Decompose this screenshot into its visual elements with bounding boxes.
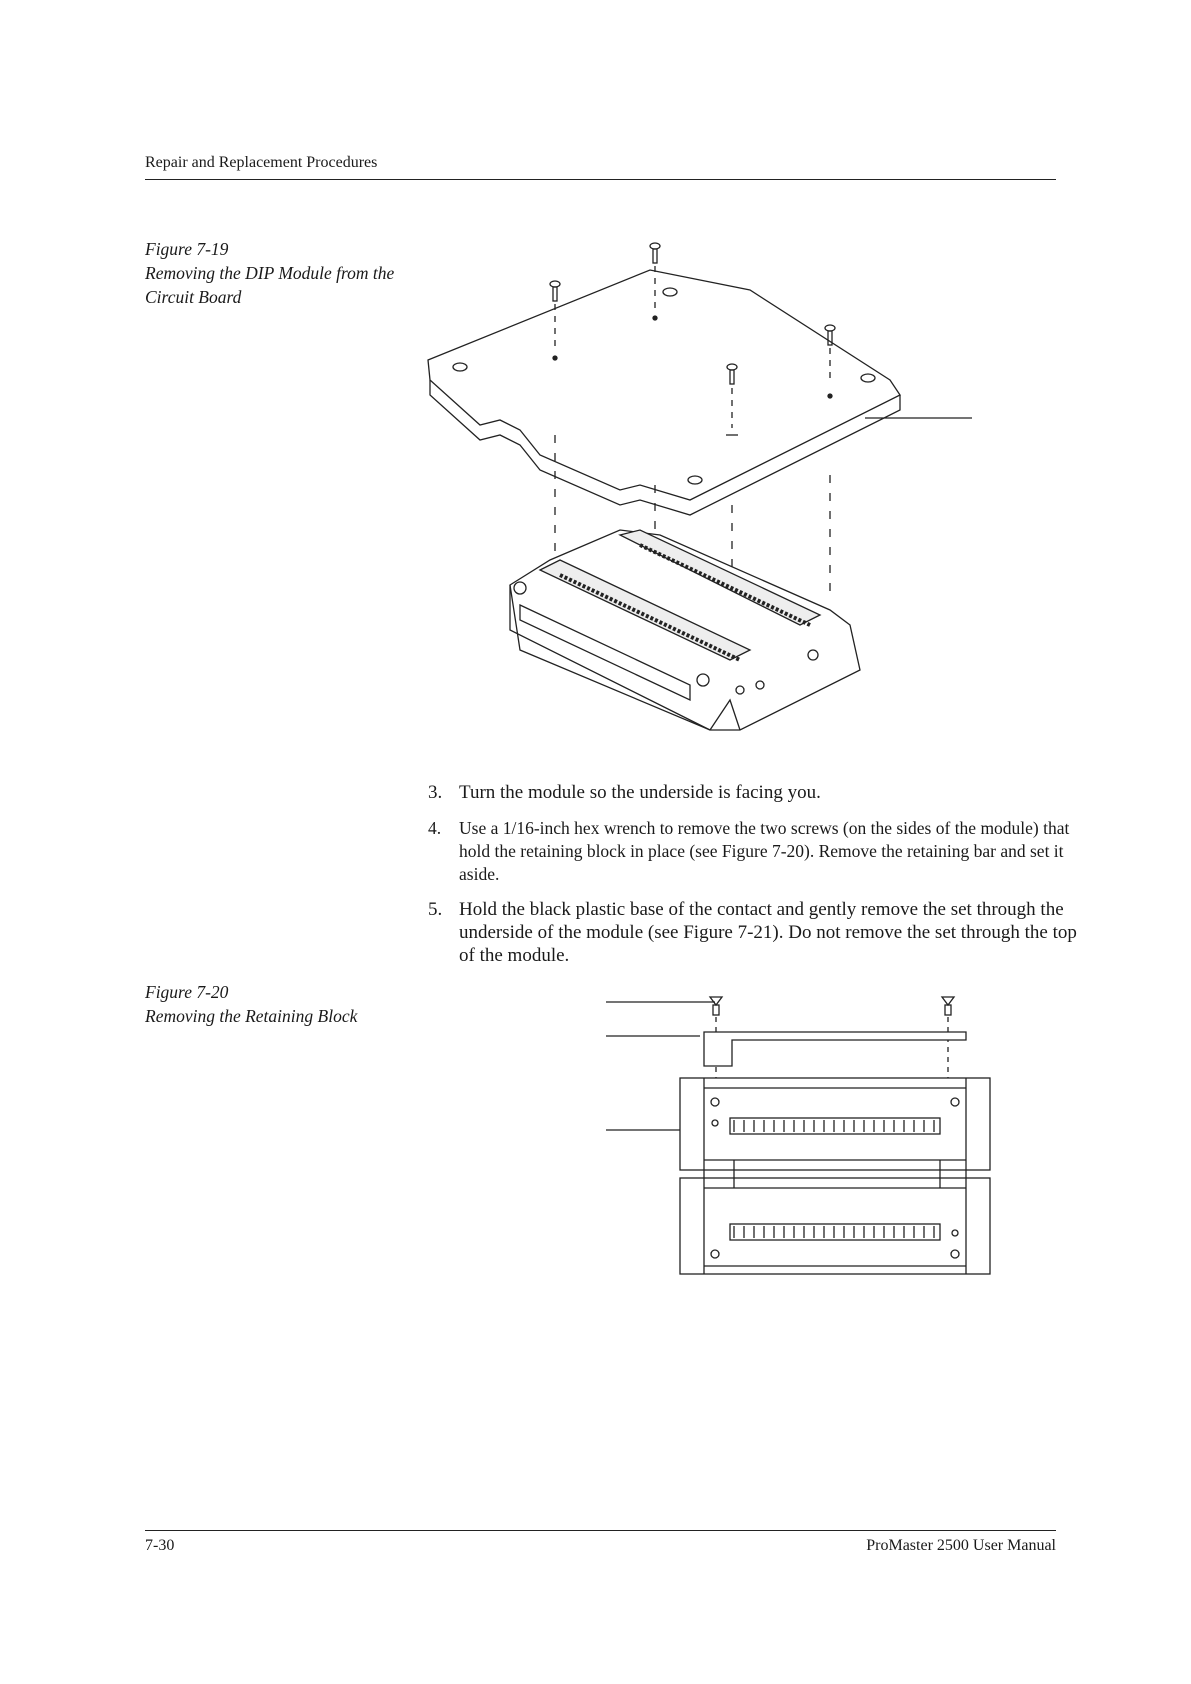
running-header: Repair and Replacement Procedures <box>145 154 378 171</box>
figure-7-20-illustration <box>600 990 1000 1290</box>
header-rule <box>145 179 1056 180</box>
screw-icon <box>942 997 954 1015</box>
figure-7-19-caption <box>145 237 394 309</box>
figure-number: Figure 7-20 <box>145 982 229 1002</box>
page-number: 7-30 <box>145 1537 175 1554</box>
figure-7-19-illustration <box>420 230 980 750</box>
figure-number: Figure 7-19 <box>145 239 229 259</box>
manual-title: ProMaster 2500 User Manual <box>866 1537 1056 1554</box>
screw-icon <box>710 997 722 1015</box>
figure-title: Removing the DIP Module from the <box>145 263 395 283</box>
footer-rule <box>145 1530 1056 1531</box>
figure-title: Removing the Retaining Block <box>145 1006 358 1026</box>
figure-7-20-caption <box>145 980 357 1028</box>
figure-title: Circuit Board <box>145 287 242 307</box>
